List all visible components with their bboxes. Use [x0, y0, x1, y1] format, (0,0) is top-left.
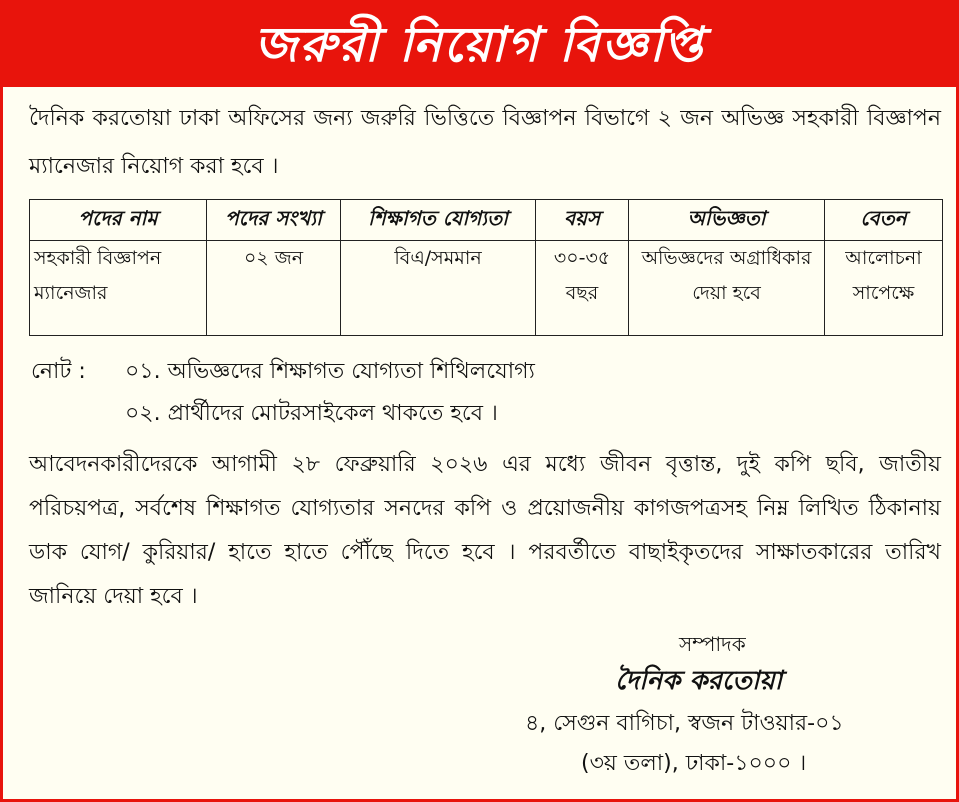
application-paragraph: আবেদনকারীদেরকে আগামী ২৮ ফেব্রুয়ারি ২০২৬ এর মধ্যে জীবন বৃত্তান্ত, দুই কপি ছবি, জাতীয় পরিচয়পত্র, সর্বশেষ শিক্ষাগত যোগ্যতার সনদের কপি ও প্রয়োজনীয় কাগজপত্রসহ নিম্ন লিখিত ঠিকানায় ডাক যোগ/ কুরিয়ার/ হাতে হাতে পৌঁছে দিতে হবে । পরবর্তীতে বাছাইকৃতদের সাক্ষাতকারের তারিখ জানিয়ে দেয়া হবে ।: [29, 452, 941, 609]
col-header-experience: অভিজ্ঞতা: [629, 200, 825, 241]
header-banner: [3, 3, 956, 87]
cell-post-count: ০২ জন: [207, 241, 341, 336]
note-label: নোট :: [31, 359, 86, 384]
col-header-age: বয়স: [536, 200, 629, 241]
cell-experience: অভিজ্ঞদের অগ্রাধিকার দেয়া হবে: [629, 241, 825, 336]
table-header-row: [30, 200, 943, 241]
cell-age: ৩০-৩৫ বছর: [536, 241, 629, 336]
intro-paragraph: দৈনিক করতোয়া ঢাকা অফিসের জন্য জরুরি ভিত্তিতে বিজ্ঞাপন বিভাগে ২ জন অভিজ্ঞ সহকারী বিজ্ঞাপন ম্যানেজার নিয়োগ করা হবে ।: [29, 106, 941, 179]
cell-post-name: সহকারী বিজ্ঞাপন ম্যানেজার: [30, 241, 207, 336]
note-item-1: ০১. অভিজ্ঞদের শিক্ষাগত যোগ্যতা শিথিলযোগ্য: [125, 359, 535, 384]
vacancy-table: [29, 199, 943, 336]
note-item-2: ০২. প্রার্থীদের মোটরসাইকেল থাকতে হবে ।: [125, 401, 498, 426]
col-header-post-count: পদের সংখ্যা: [207, 200, 341, 241]
col-header-post-name: পদের নাম: [30, 200, 207, 241]
signature-role: সম্পাদক: [679, 632, 746, 656]
cell-salary: আলোচনা সাপেক্ষে: [825, 241, 943, 336]
col-header-salary: বেতন: [825, 200, 943, 241]
address-line-2: (৩য় তলা), ঢাকা-১০০০ ।: [581, 751, 807, 776]
cell-education: বিএ/সমমান: [341, 241, 536, 336]
signature-organization: দৈনিক করতোয়া: [615, 666, 783, 696]
ad-title: জরুরী নিয়োগ বিজ্ঞপ্তি: [254, 17, 705, 73]
col-header-education: শিক্ষাগত যোগ্যতা: [341, 200, 536, 241]
table-row: [30, 241, 943, 336]
address-line-1: ৪, সেগুন বাগিচা, স্বজন টাওয়ার-০১: [525, 711, 844, 736]
